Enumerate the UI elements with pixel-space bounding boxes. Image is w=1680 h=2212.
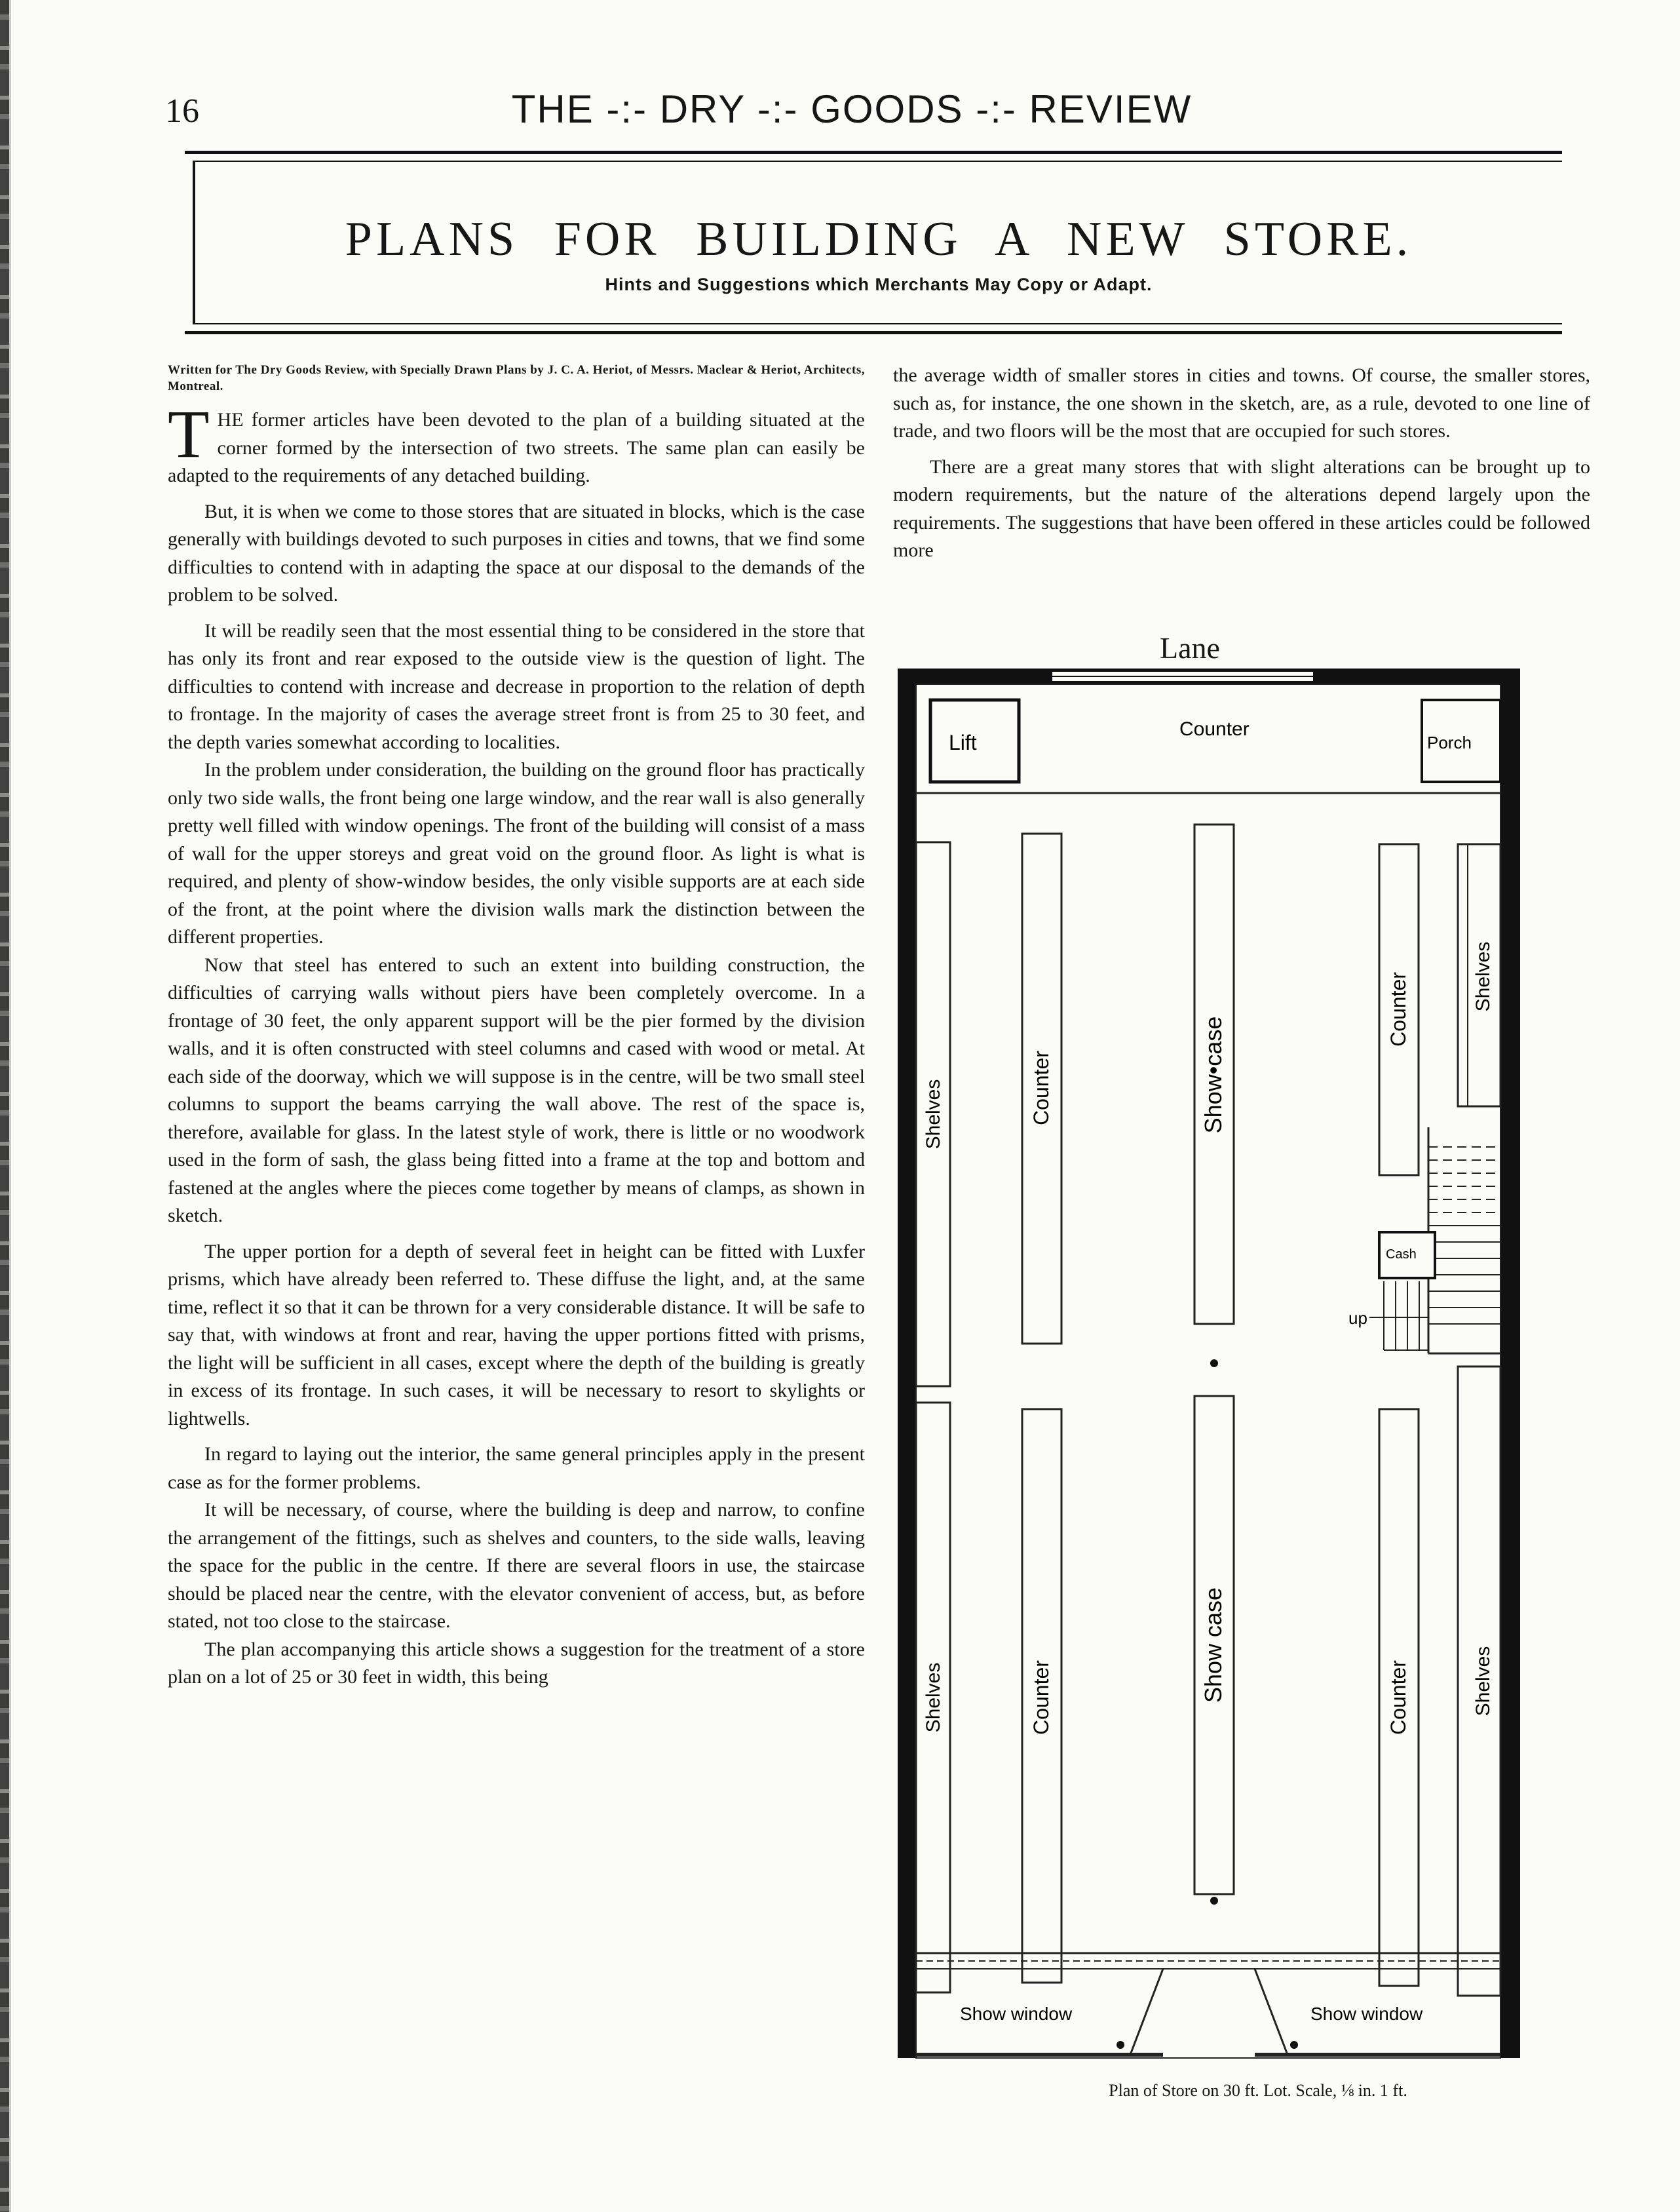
shelves-left-lower-label: Shelves — [923, 1662, 944, 1733]
show-case-upper-label: Show•case — [1200, 1016, 1227, 1134]
counter-left-lower-label: Counter — [1029, 1660, 1053, 1735]
column-centre-lower — [1210, 1897, 1218, 1905]
banner-inner-frame — [193, 161, 1562, 324]
counter-left-upper-label: Counter — [1029, 1051, 1053, 1125]
drop-cap: T — [168, 397, 210, 472]
article-subhead: Hints and Suggestions which Merchants May Copy or Adapt. — [605, 275, 1153, 294]
front-column-left — [1117, 2041, 1124, 2049]
shelves-left-upper-label: Shelves — [923, 1079, 944, 1150]
shelves-right-lower-label: Shelves — [1472, 1646, 1494, 1717]
binding-edge — [0, 0, 9, 2212]
counter-right-upper-label: Counter — [1386, 972, 1410, 1047]
byline: Written for The Dry Goods Review, with Specially Drawn Plans by J. C. A. Heriot, of Messrs. Maclear & Heriot, Architects, Montreal. — [168, 363, 865, 393]
lift-label: Lift — [949, 731, 977, 754]
cash-label: Cash — [1386, 1247, 1417, 1262]
paragraph-1-text: HE former articles have been devoted to the plan of a building situated at the corner formed by the intersection of two streets. The same plan can easily be adapted to the requirements of any detached building. — [168, 409, 865, 486]
front-column-right — [1290, 2041, 1298, 2049]
paragraph-9: The plan accompanying this article shows a suggestion for the treatment of a store plan on a lot of 25 or 30 feet in width, this being — [168, 1638, 865, 1688]
paragraph-2: But, it is when we come to those stores that are situated in blocks, which is the case generally with buildings devoted to such purposes in cities and towns, that we find some difficulties to contend with in adapting the space at our disposal to the demands of the problem to be solved. — [168, 500, 865, 606]
article-headline: PLANS FOR BUILDING A NEW STORE. — [345, 212, 1413, 266]
paragraph-10: There are a great many stores that with slight alterations can be brought up to modern requirements, but the nature of the alterations depend largely upon the requirements. The suggestions that have been offered in these articles could be followed more — [893, 456, 1590, 561]
masthead: THE -:- DRY -:- GOODS -:- REVIEW — [511, 87, 1193, 131]
porch-label: Porch — [1427, 733, 1472, 752]
paragraph-6: The upper portion for a depth of several feet in height can be fitted with Luxfer prisms, which have already been referred to. These diffuse the light, and, at the same time, reflect it so that it can be thrown for a very considerable distance. It will be safe to say that, with windows at front and rear, having the upper portions fitted with prisms, the light will be sufficient in all cases, except where the depth of the building is greatly in excess of its frontage. In such cases, it will be necessary to resort to skylights or lightwells. — [168, 1240, 865, 1429]
stairs-up-label: up — [1348, 1308, 1367, 1328]
page-number: 16 — [165, 92, 199, 130]
column-centre — [1210, 1359, 1218, 1367]
paragraph-7: In regard to laying out the interior, the same general principles apply in the present case as for the former problems. — [168, 1443, 865, 1493]
right-column — [893, 362, 1590, 565]
counter-right-lower-label: Counter — [1386, 1660, 1410, 1735]
left-wall — [898, 669, 916, 2058]
binding-edge-line — [9, 0, 11, 2212]
store-floor-plan — [898, 669, 1520, 2065]
show-window-right-label: Show window — [1310, 2004, 1423, 2024]
lane-label: Lane — [1160, 631, 1220, 665]
show-case-lower-label: Show case — [1200, 1587, 1227, 1703]
rear-counter-label: Counter — [1179, 718, 1250, 740]
plan-caption: Plan of Store on 30 ft. Lot. Scale, ⅛ in. 1 ft. — [1109, 2081, 1407, 2100]
shelves-right-upper-label: Shelves — [1472, 941, 1494, 1012]
paragraph-5: Now that steel has entered to such an extent into building construction, the difficulties of carrying walls without piers have been completely overcome. In a frontage of 30 feet, the only apparent support will be the pier formed by the division walls, and it is often constructed with steel columns and cased with wood or metal. At each side of the doorway, which we will suppose is in the centre, will be two small steel columns to support the beams carrying the wall above. The rest of the space is, therefore, available for glass. In the latest style of work, there is little or no woodwork used in the form of sash, the glass being fitted into a frame at the top and bottom and fastened at the angles where the pieces come together by means of clamps, as shown in sketch. — [168, 954, 865, 1226]
headline-banner — [185, 151, 1562, 334]
paragraph-4: In the problem under consideration, the building on the ground floor has practically only two side walls, the front being one large window, and the rear wall is also generally pretty well filled with window openings. The front of the building will consist of a mass of wall for the upper storeys and great void on the ground floor. As light is what is required, and plenty of show-window besides, the only visible supports are at each side of the front, at the point where the division walls mark the distinction between the different properties. — [168, 759, 865, 948]
right-wall — [1500, 669, 1520, 2058]
paragraph-3: It will be readily seen that the most essential thing to be considered in the store that has only its front and rear exposed to the outside view is the question of light. The difficulties to contend with increase and decrease in proportion to the relation of depth to frontage. In the majority of cases the average street front is from 25 to 30 feet, and the depth varies somewhat according to localities. — [168, 619, 865, 753]
paragraph-8: It will be necessary, of course, where the building is deep and narrow, to confine the arrangement of the fittings, such as shelves and counters, to the side walls, leaving the space for the public in the centre. If there are several floors in use, the staircase should be placed near the centre, with the elevator convenient of access, but, as before stated, not too close to the staircase. — [168, 1499, 865, 1632]
paragraph-1 — [168, 397, 865, 490]
show-window-left-label: Show window — [960, 2004, 1073, 2024]
left-column — [168, 362, 865, 1692]
paragraph-9-continued: the average width of smaller stores in cities and towns. Of course, the smaller stores, such as, for instance, the one shown in the sketch, are, as a rule, devoted to one line of trade, and two floors will be the most that are occupied for such stores. — [893, 364, 1590, 442]
